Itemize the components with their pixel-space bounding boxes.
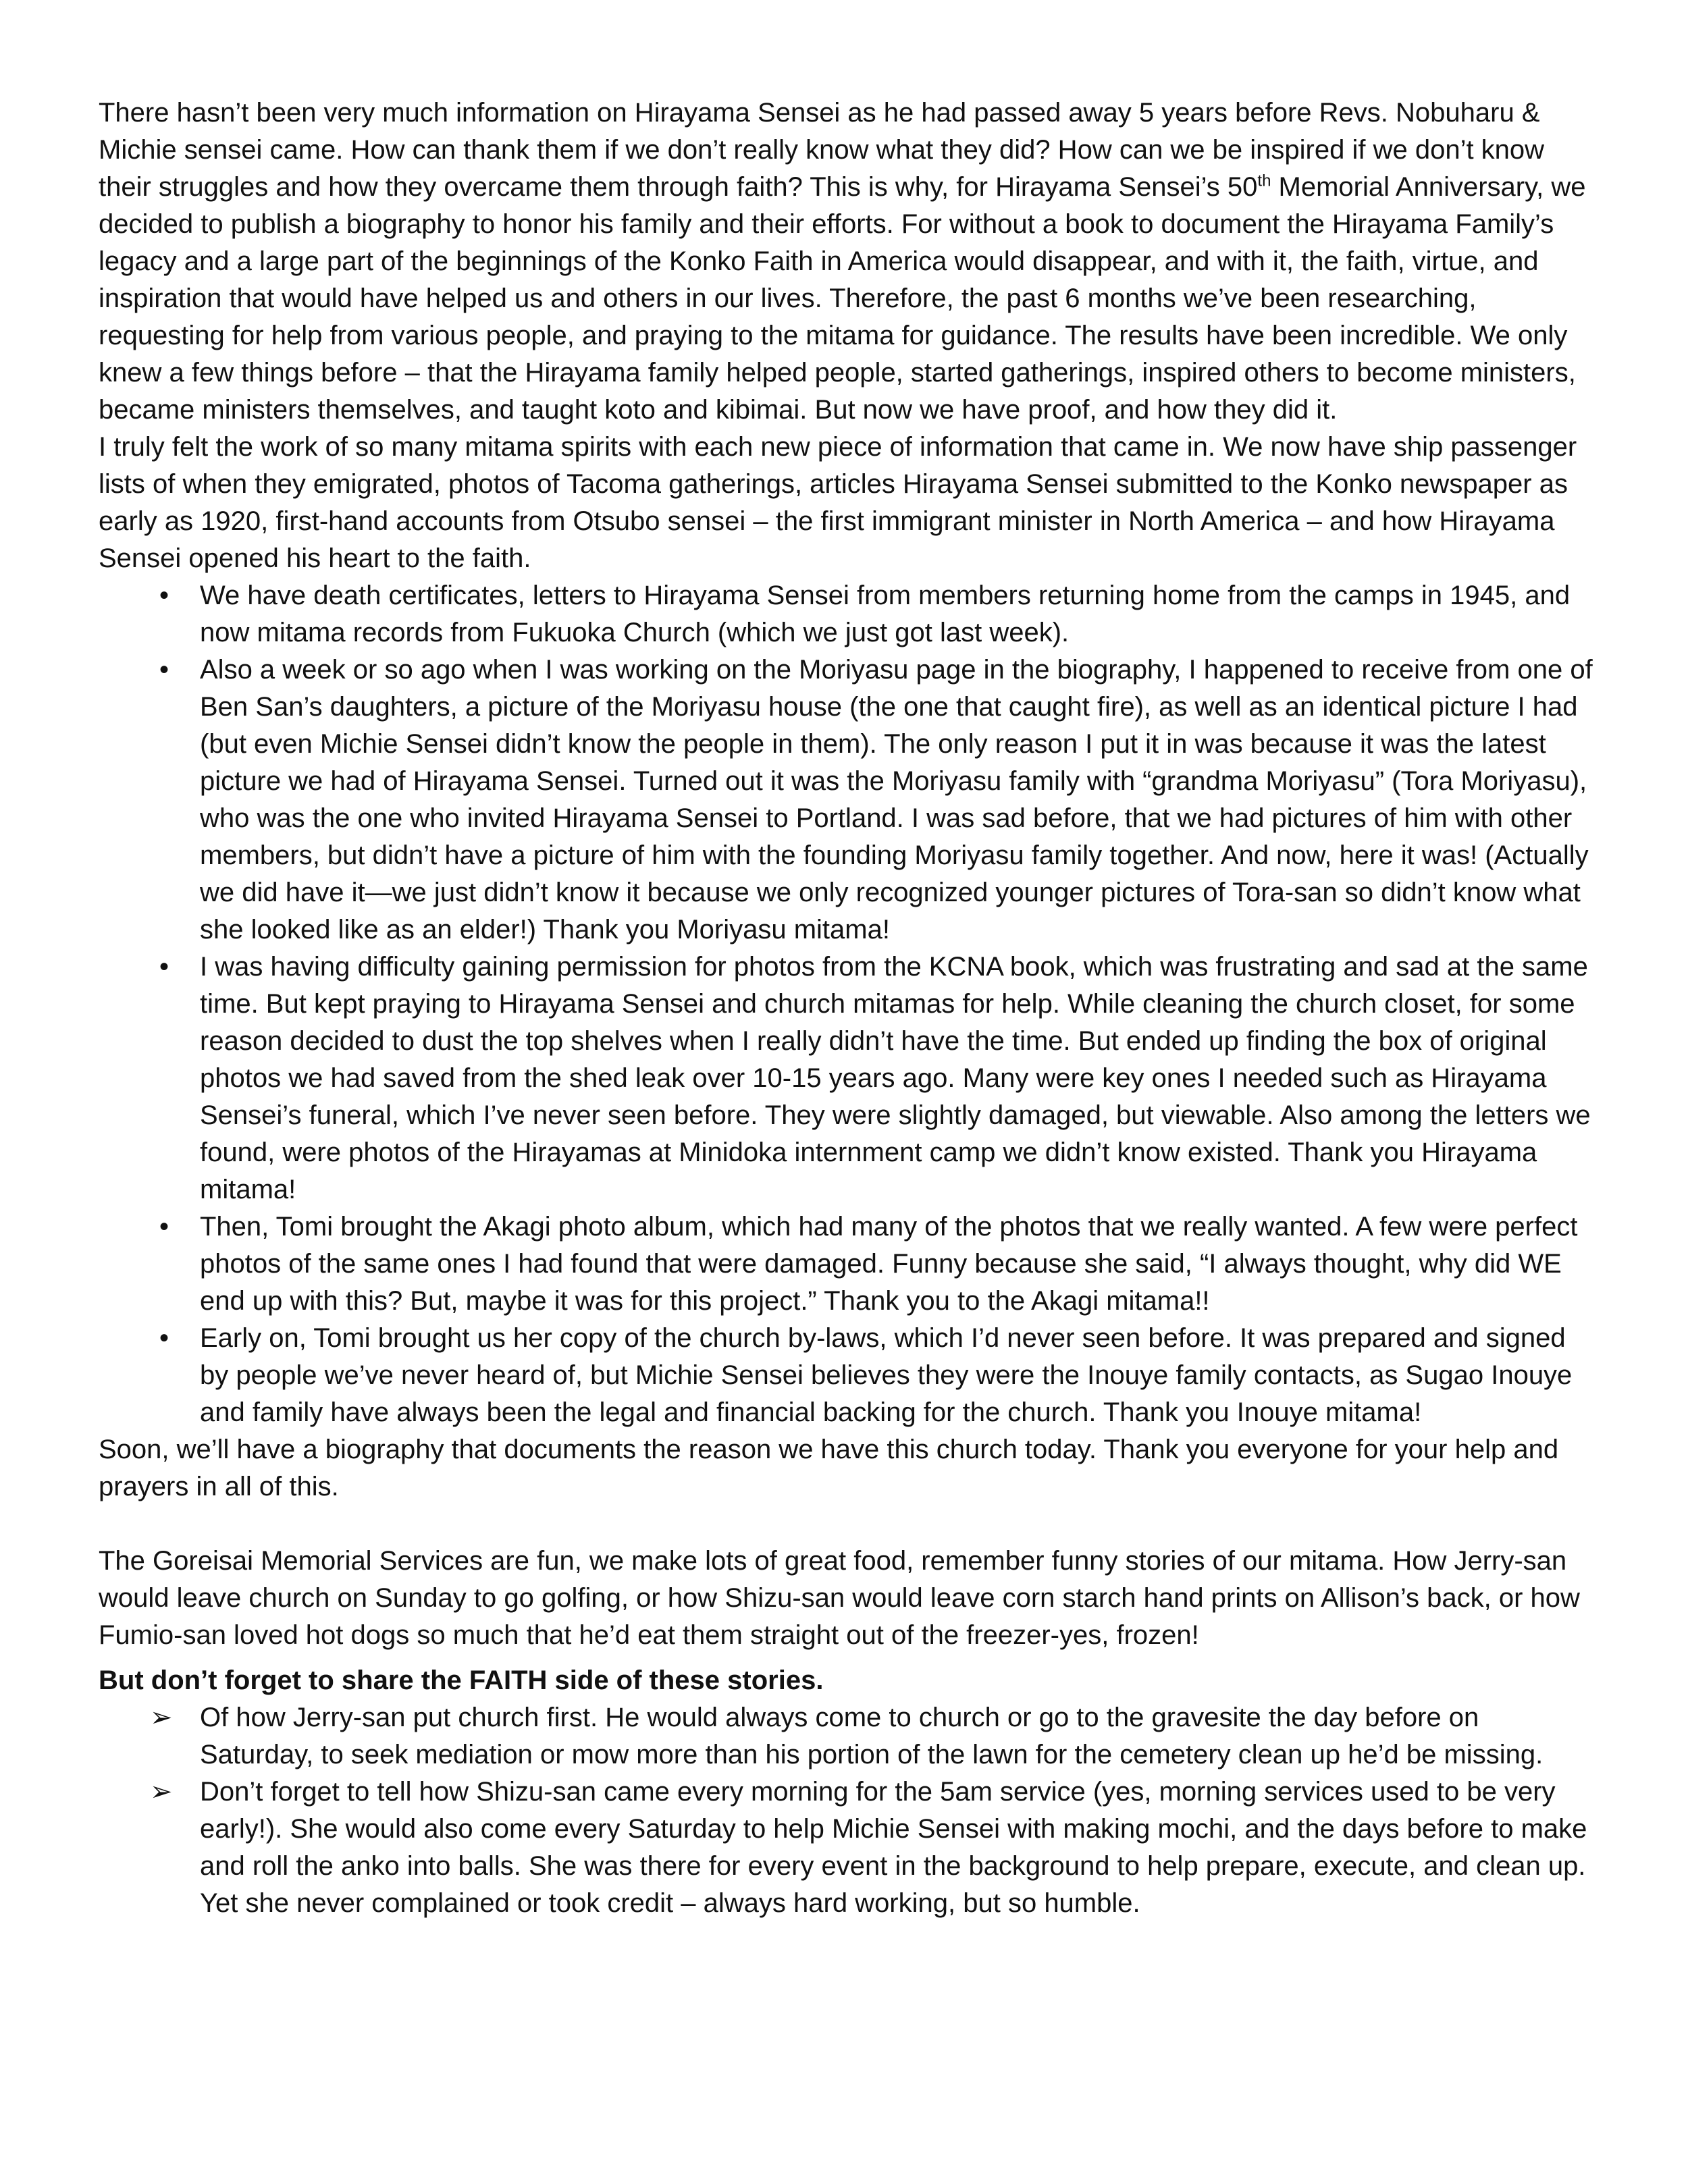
- list-item: [99, 577, 1598, 651]
- list-item: [99, 1699, 1598, 1774]
- closing-paragraph: Soon, we’ll have a biography that documents the reason we have this church today. Thank you everyone for your help and prayers in all of this.: [99, 1435, 1559, 1501]
- list-item-text: I was having difficulty gaining permission for photos from the KCNA book, which was frustrating and sad at the same time. But kept praying to Hirayama Sensei and church mitamas for help. While cleaning the church closet, for some reason decided to dust the top shelves when I really didn’t have the time. But ended up finding the box of original photos we had saved from the shed leak over 10-15 years ago. Many were key ones I needed such as Hirayama Sensei’s funeral, which I’ve never seen before. They were slightly damaged, but viewable. Also among the letters we found, were photos of the Hirayamas at Minidoka internment camp we didn’t know existed. Thank you Hirayama mitama!: [200, 952, 1591, 1204]
- goreisai-paragraph: The Goreisai Memorial Services are fun, we make lots of great food, remember funny stories of our mitama. How Jerry-san would leave church on Sunday to go golfing, or how Shizu-san would leave corn starch hand prints on Allison’s back, or how Fumio-san loved hot dogs so much that he’d eat them straight out of the freezer-yes, frozen!: [99, 1546, 1580, 1650]
- list-item-text: Of how Jerry-san put church first. He would always come to church or go to the gravesite the day before on Saturday, to seek mediation or mow more than his portion of the lawn for the cemetery clean up he’d be missing.: [200, 1703, 1544, 1769]
- list-item: [99, 651, 1598, 949]
- list-item: [99, 1774, 1598, 1922]
- list-item-text: Then, Tomi brought the Akagi photo album, which had many of the photos that we really wanted. A few were perfect photos of the same ones I had found that were damaged. Funny because she said, “I always thought, why did WE end up with this? But, maybe it was for this project.” Thank you to the Akagi mitama!!: [200, 1212, 1578, 1316]
- bullet-icon: •: [159, 952, 169, 982]
- list-item: [99, 1320, 1598, 1431]
- intro-text-part1: There hasn’t been very much information on Hirayama Sensei as he had passed away 5 years before Revs. Nobuharu & Michie sensei came. How can thank them if we don’t really know what they did? How can we be inspired if we don’t know their struggles and how they overcame them through faith? This is why, for Hirayama Sensei’s 50: [99, 98, 1545, 202]
- intro-paragraph: [99, 95, 1598, 429]
- intro-text-part2: Memorial Anniversary, we decided to publish a biography to honor his family and their efforts. For without a book to document the Hirayama Family’s legacy and a large part of the beginnings of the Konko Faith in America would disappear, and with it, the faith, virtue, and inspiration that would have helped us and others in our lives. Therefore, the past 6 months we’ve been researching, requesting for help from various people, and praying to the mitama for guidance. The results have been incredible. We only knew a few things before – that the Hirayama family helped people, started gatherings, inspired others to become ministers, became ministers themselves, and taught koto and kibimai. But now we have proof, and how they did it.: [99, 172, 1586, 425]
- list-item-text: We have death certificates, letters to Hirayama Sensei from members returning home from the camps in 1945, and now mitama records from Fukuoka Church (which we just got last week).: [200, 581, 1571, 647]
- bullet-icon: •: [159, 1212, 169, 1242]
- faith-heading: But don’t forget to share the FAITH side of these stories.: [99, 1666, 824, 1695]
- list-item-text: Don’t forget to tell how Shizu-san came every morning for the 5am service (yes, morning services used to be very early!). She would also come every Saturday to help Michie Sensei with making mochi, and the days before to make and roll the anko into balls. She was there for every event in the background to help prepare, execute, and clean up. Yet she never complained or took credit – always hard working, but so humble.: [200, 1777, 1587, 1918]
- arrow-bullet-icon: ➢: [150, 1703, 173, 1732]
- list-item: [99, 1208, 1598, 1320]
- bullet-icon: •: [159, 1323, 169, 1353]
- spirits-paragraph: I truly felt the work of so many mitama spirits with each new piece of information that came in. We now have ship passenger lists of when they emigrated, photos of Tacoma gatherings, articles Hirayama Sensei submitted to the Konko newspaper as early as 1920, first-hand accounts from Otsubo sensei – the first immigrant minister in North America – and how Hirayama Sensei opened his heart to the faith.: [99, 432, 1577, 573]
- document-page: [99, 95, 1598, 1922]
- bullet-icon: •: [159, 655, 169, 685]
- list-item-text: Also a week or so ago when I was working on the Moriyasu page in the biography, I happened to receive from one of Ben San’s daughters, a picture of the Moriyasu house (the one that caught fire), as well as an identical picture I had (but even Michie Sensei didn’t know the people in them). The only reason I put it in was because it was the latest picture we had of Hirayama Sensei. Turned out it was the Moriyasu family with “grandma Moriyasu” (Tora Moriyasu), who was the one who invited Hirayama Sensei to Portland. I was sad before, that we had pictures of him with other members, but didn’t have a picture of him with the founding Moriyasu family together. And now, here it was! (Actually we did have it—we just didn’t know it because we only recognized younger pictures of Tora-san so didn’t know what she looked like as an elder!) Thank you Moriyasu mitama!: [200, 655, 1593, 944]
- bullet-list: [99, 577, 1598, 1431]
- bullet-icon: •: [159, 581, 169, 610]
- ordinal-superscript: th: [1257, 171, 1271, 190]
- list-item: [99, 949, 1598, 1208]
- arrow-list: [99, 1699, 1598, 1922]
- list-item-text: Early on, Tomi brought us her copy of the church by-laws, which I’d never seen before. It was prepared and signed by people we’ve never heard of, but Michie Sensei believes they were the Inouye family contacts, as Sugao Inouye and family have always been the legal and financial backing for the church. Thank you Inouye mitama!: [200, 1323, 1573, 1427]
- paragraph-spacer: [99, 1506, 1598, 1543]
- arrow-bullet-icon: ➢: [150, 1777, 173, 1807]
